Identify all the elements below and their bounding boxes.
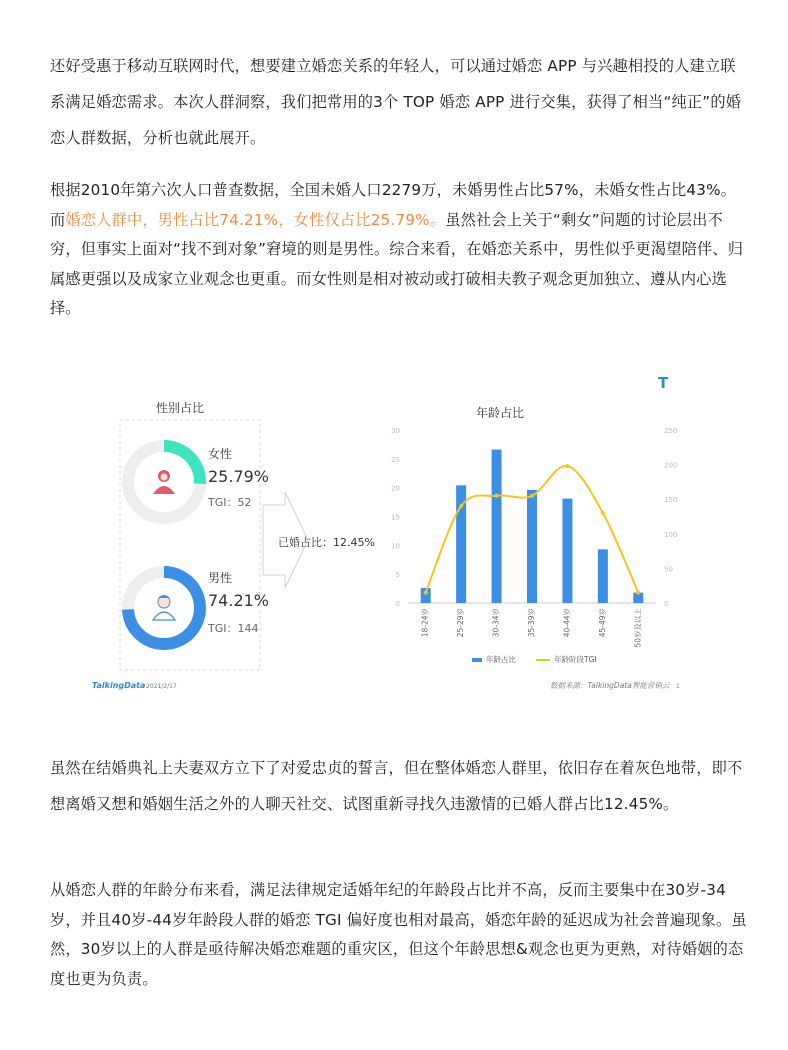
age-category-label-0: 18-24岁 xyxy=(420,608,430,638)
gender-highlight: 婚恋人群中，男性占比74.21%，女性仅占比25.79%。 xyxy=(65,210,446,229)
y-left-tick-4: 20 xyxy=(391,484,400,493)
tgi-point-6 xyxy=(636,591,640,595)
tgi-point-2 xyxy=(495,494,499,498)
age-category-label-2: 30-34岁 xyxy=(491,608,501,638)
logo-mark: T xyxy=(658,374,669,392)
intro-paragraph: 还好受惠于移动互联网时代，想要建立婚恋关系的年轻人，可以通过婚恋 APP 与兴趣相投的人建立联系满足婚恋需求。本次人群洞察，我们把常用的3个 TOP 婚恋 APP 进行交集，获得了相当“纯正”的婚恋人群数据，分析也就此展开。 xyxy=(50,57,742,147)
female-value: 25.79% xyxy=(208,467,270,486)
age-paragraph: 从婚恋人群的年龄分布来看，满足法律规定适婚年纪的年龄段占比并不高，反而主要集中在30岁-34岁，并且40岁-44岁年龄段人群的婚恋 TGI 偏好度也相对最高，婚恋年龄的延迟成为社会普遍现象。虽然，30岁以上的人群是亟待解决婚恋难题的重灾区，但这个年龄思想&观念也更为更熟，对待婚姻的态度也更为负责。 xyxy=(50,881,747,988)
male-tgi: TGI：144 xyxy=(208,622,259,635)
legend-line-label: 年龄阶段TGI xyxy=(554,655,597,664)
tgi-point-1 xyxy=(459,504,463,508)
female-tgi: TGI：52 xyxy=(208,496,252,509)
gender-paragraph xyxy=(50,176,750,324)
y-right-tick-3: 150 xyxy=(664,496,678,505)
brand-logo: TalkingData xyxy=(92,681,146,690)
age-chart xyxy=(391,427,677,664)
gender-chart-title: 性别占比 xyxy=(155,401,205,415)
y-right-tick-1: 50 xyxy=(664,565,673,574)
tgi-point-5 xyxy=(601,511,605,515)
y-right-tick-4: 200 xyxy=(664,461,678,470)
legend-bar-label: 年龄占比 xyxy=(486,655,516,664)
age-chart-title: 年龄占比 xyxy=(475,406,525,420)
gender-paragraph-text-b: 虽然社会上关于“剩女”问题的讨论层出不穷，但事实上面对“找不到对象”窘境的则是男性。综合来看，在婚恋关系中，男性似乎更渴望陪伴、归属感更强以及成家立业观念也更重。而女性则是相对被动或打破相夫教子观念更加独立、遵从内心选择。 xyxy=(50,210,744,317)
male-label: 男性 xyxy=(208,571,233,585)
age-category-label-4: 40-44岁 xyxy=(562,608,572,638)
male-value: 74.21% xyxy=(208,591,270,610)
age-bar-5 xyxy=(598,549,608,603)
y-right-tick-0: 0 xyxy=(664,600,669,608)
age-bar-2 xyxy=(492,450,502,603)
page-number: 1 xyxy=(676,683,680,690)
tgi-point-4 xyxy=(565,464,569,468)
tgi-point-3 xyxy=(530,494,534,498)
married-paragraph: 虽然在结婚典礼上夫妻双方立下了对爱忠贞的誓言，但在整体婚恋人群里，依旧存在着灰色地带，即不想离婚又想和婚姻生活之外的人聊天社交、试图重新寻找久违激情的已婚人群占比12.45%。 xyxy=(50,759,743,813)
male-avatar-icon xyxy=(153,595,175,620)
y-left-tick-1: 5 xyxy=(395,571,400,580)
tgi-point-0 xyxy=(424,591,428,595)
age-category-label-6: 50岁及以上 xyxy=(633,608,643,648)
y-left-tick-5: 25 xyxy=(391,455,400,464)
y-left-tick-6: 30 xyxy=(391,427,400,435)
female-label: 女性 xyxy=(208,447,233,461)
age-bar-4 xyxy=(562,499,572,603)
infographic xyxy=(80,360,700,695)
age-category-label-5: 45-49岁 xyxy=(597,608,607,638)
age-bar-3 xyxy=(527,490,537,603)
y-left-tick-3: 15 xyxy=(391,513,400,522)
gender-paragraph-text-a: 根据2010年第六次人口普查数据，全国未婚人口2279万，未婚男性占比57%，未婚女性占比43%。而 xyxy=(50,181,737,229)
married-ratio-label: 已婚占比：12.45% xyxy=(278,536,375,549)
legend-bar-swatch xyxy=(472,658,482,662)
female-avatar-icon xyxy=(153,470,175,494)
data-source: 数据来源：TalkingData智能营销云 xyxy=(550,681,670,690)
y-left-tick-0: 0 xyxy=(395,600,400,608)
age-category-label-1: 25-29岁 xyxy=(456,608,466,638)
y-right-tick-2: 100 xyxy=(664,530,678,539)
infographic-svg xyxy=(80,360,700,695)
report-date: 2021/2/17 xyxy=(146,683,177,690)
y-right-tick-5: 250 xyxy=(664,427,678,435)
y-left-tick-2: 10 xyxy=(391,542,400,551)
age-category-label-3: 35-39岁 xyxy=(527,608,536,638)
